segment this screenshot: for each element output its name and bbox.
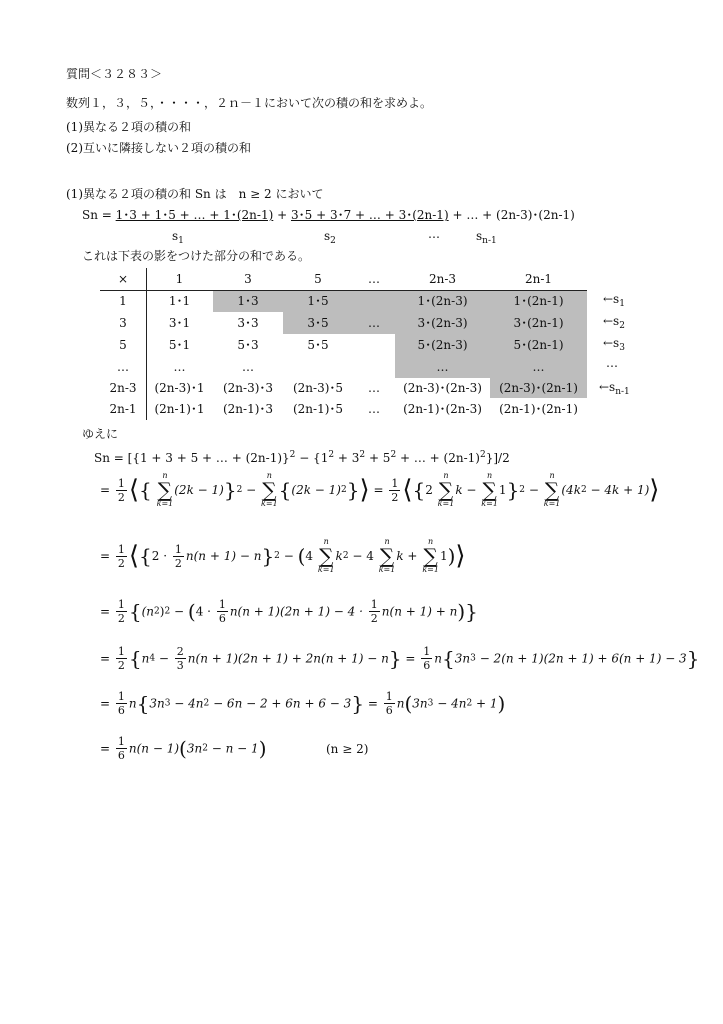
table-cell: 3･1 [168, 316, 191, 330]
table-cell: 3･(2n-1) [513, 316, 564, 330]
math-line-5: = $\frac{1}{2}$ {n4 − $\frac{2}{3}$ n(n + 1)(2n + 1) + 2n(n + 1) − n} = $\frac{1}{6}$ n{3n3 − 2(n + 1)(2n + 1) + 6(n + 1) − 3} [100, 645, 700, 672]
sn-expansion [82, 207, 575, 223]
table-cell: 1･(2n-1) [513, 294, 564, 308]
math-line-2: = $\frac{1}{2}$ ⟨{ n ∑ k=1 (2k − 1)}2 − n ∑ k=1 {(2k − 1)2}⟩ = $\frac{1}{2}$ ⟨{2 n ∑ k=1 k − n ∑ k=1 1}2 − n ∑ k=1 (4k2 − 4k + 1)⟩ [100, 471, 660, 508]
group-s2: 3･5 + 3･7 + … + 3･(2n-1) [290, 208, 449, 222]
arrow-s3: $\leftarrow s_3$ [603, 336, 625, 353]
group-sn-1: (2n-3)･(2n-1) [496, 208, 575, 222]
label-sn-1: $s_{n-1}$ [476, 229, 497, 246]
plus-2: + … + [448, 208, 497, 222]
row-header: 3 [119, 316, 127, 330]
question-part-2: (2)互いに隣接しない２項の積の和 [66, 141, 251, 155]
table-cell: (2n-3)･(2n-1) [499, 381, 578, 395]
label-dots: … [428, 227, 440, 241]
table-cell: 1･3 [237, 294, 259, 308]
table-cell: 5･1 [168, 338, 191, 352]
table-cell: (2n-1)･1 [154, 402, 205, 416]
math-line-7: = $\frac{1}{6}$ n(n − 1)(3n2 − n − 1) [100, 735, 267, 762]
condition-label: (n ≥ 2) [326, 742, 369, 756]
table-cell: (2n-1)･(2n-1) [499, 402, 578, 416]
column-header: 2n-3 [428, 272, 457, 286]
table-cell: 5･3 [237, 338, 259, 352]
sn-prefix: Sn = [82, 208, 116, 222]
table-cell: 1･5 [307, 294, 329, 308]
row-header: 5 [119, 338, 127, 352]
column-header: … [368, 272, 380, 286]
row-header: 2n-3 [109, 381, 137, 395]
arrow-dots: … [606, 356, 618, 370]
table-cell: … [173, 360, 186, 374]
math-line-3: = $\frac{1}{2}$ ⟨{2 · $\frac{1}{2}$ n(n + 1) − n}2 − (4 n ∑ k=1 k2 − 4 n ∑ k=1 k + n ∑ k=1 1)⟩ [100, 537, 466, 574]
table-cell: (2n-3)･1 [154, 381, 205, 395]
column-header: 1 [175, 272, 184, 286]
product-table [100, 268, 608, 420]
column-header: 2n-1 [524, 272, 553, 286]
therefore-label: ゆえに [82, 427, 119, 441]
math-line-6: = $\frac{1}{6}$ n{3n3 − 4n2 − 6n − 2 + 6n + 6 − 3} = $\frac{1}{6}$ n(3n3 − 4n2 + 1) [100, 690, 506, 717]
table-cell: 1･(2n-3) [417, 294, 468, 308]
table-cell: 5･(2n-3) [417, 338, 468, 352]
column-header: 5 [314, 272, 322, 286]
table-cell: 3･(2n-3) [417, 316, 468, 330]
question-part-1: (1)異なる２項の積の和 [66, 120, 191, 134]
table-cell: (2n-1)･5 [292, 402, 344, 416]
table-cell: (2n-1)･(2n-3) [403, 402, 482, 416]
label-s2: $s_2$ [324, 229, 336, 246]
question-statement: 数列１，３，５，・・・・，２ｎ－１において次の積の和を求めよ。 [66, 96, 433, 110]
math-line-1: Sn = [{1 + 3 + 5 + … + $(2n-1)\}^2 - \{1^2 + 3^2 + 5^2$ + … + $(2n-1)^2\}]/2$ [94, 450, 510, 465]
table-cell: 5･(2n-1) [513, 338, 564, 352]
table-cell: … [368, 316, 380, 330]
solution-intro: (1)異なる２項の積の和 Sn は n ≥ 2 において [66, 187, 324, 201]
column-header: 3 [244, 272, 252, 286]
table-cell: 5･5 [307, 338, 329, 352]
arrow-s2: $\leftarrow s_2$ [603, 314, 625, 331]
arrow-s1: $\leftarrow s_1$ [603, 292, 625, 309]
label-s1: $s_1$ [172, 229, 184, 246]
plus-1: + [273, 208, 291, 222]
table-cell: 1･1 [168, 294, 191, 308]
arrow-sn-1: $\leftarrow s_{n-1}$ [599, 380, 630, 397]
table-cell: … [532, 360, 545, 374]
table-cell: … [242, 360, 254, 374]
table-caption: これは下表の影をつけた部分の和である。 [82, 249, 311, 263]
table-cell: … [368, 381, 380, 395]
row-header: 1 [119, 294, 127, 308]
table-cell: 3･3 [237, 316, 259, 330]
question-header: 質問＜３２８３＞ [66, 67, 163, 81]
group-s1: 1･3 + 1･5 + … + 1･(2n-1) [115, 208, 274, 222]
math-line-4: = $\frac{1}{2}$ {(n2)2 − (4 · $\frac{1}{6}$ n(n + 1)(2n + 1) − 4 · $\frac{1}{2}$ n(n + 1) + n)} [100, 598, 478, 625]
table-cell: … [436, 360, 449, 374]
table-cell: (2n-3)･(2n-3) [403, 381, 482, 395]
table-cell: … [368, 402, 380, 416]
table-cell: (2n-1)･3 [222, 402, 274, 416]
table-corner: × [117, 272, 129, 286]
table-cell: (2n-3)･3 [222, 381, 274, 395]
row-header: 2n-1 [109, 402, 137, 416]
table-cell: 3･5 [307, 316, 329, 330]
row-header: … [117, 360, 129, 374]
table-cell: (2n-3)･5 [292, 381, 344, 395]
